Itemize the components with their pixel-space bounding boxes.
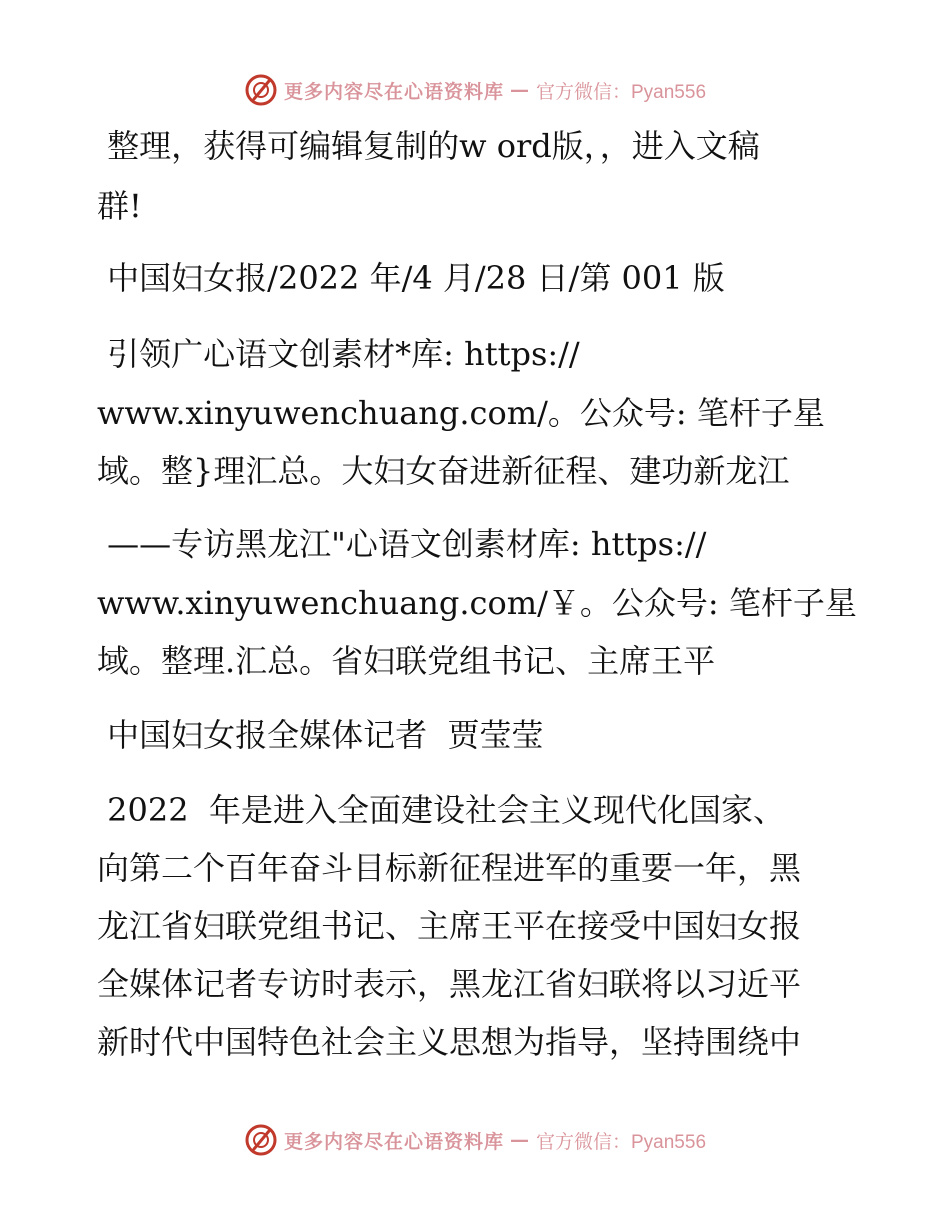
byline: 中国妇女报全媒体记者 贾莹莹 <box>97 716 544 754</box>
footer-banner <box>0 1120 950 1160</box>
paragraph-line: 域。整}理汇总。大妇女奋进新征程、建功新龙江 <box>97 452 790 490</box>
publication-line: 中国妇女报/2022 年/4 月/28 日/第 001 版 <box>97 259 725 297</box>
footer-banner-text: 更多内容尽在心语资料库 <box>283 1130 504 1153</box>
paragraph-line: 整理，获得可编辑复制的w ord版，，进入文稿 <box>97 127 760 165</box>
seal-logo-icon <box>244 1123 278 1157</box>
header-banner-contact: 官方微信：Pyan556 <box>536 81 707 103</box>
paragraph-line: 引领广心语文创素材*库: https:// <box>97 335 580 373</box>
paragraph-line: 2022 年是进入全面建设社会主义现代化国家、 <box>97 791 785 829</box>
paragraph-line: ——专访黑龙江"心语文创素材库: https:// <box>97 525 707 563</box>
header-banner-separator: — <box>510 79 530 101</box>
footer-banner-separator: — <box>510 1129 530 1151</box>
paragraph-line: 新时代中国特色社会主义思想为指导，坚持围绕中 <box>97 1023 802 1061</box>
header-banner-text: 更多内容尽在心语资料库 <box>283 80 504 103</box>
paragraph-line: www.xinyuwenchuang.com/。公众号: 笔杆子星 <box>97 394 825 432</box>
footer-banner-contact: 官方微信：Pyan556 <box>536 1131 707 1153</box>
paragraph-line: 全媒体记者专访时表示，黑龙江省妇联将以习近平 <box>97 965 802 1003</box>
paragraph-line: 龙江省妇联党组书记、主席王平在接受中国妇女报 <box>97 907 802 945</box>
paragraph-line: 向第二个百年奋斗目标新征程进军的重要一年，黑 <box>97 849 802 887</box>
paragraph-line: www.xinyuwenchuang.com/￥。公众号: 笔杆子星 <box>97 584 857 622</box>
paragraph-line: 域。整理.汇总。省妇联党组书记、主席王平 <box>97 642 716 680</box>
paragraph-line: 群! <box>97 187 142 225</box>
